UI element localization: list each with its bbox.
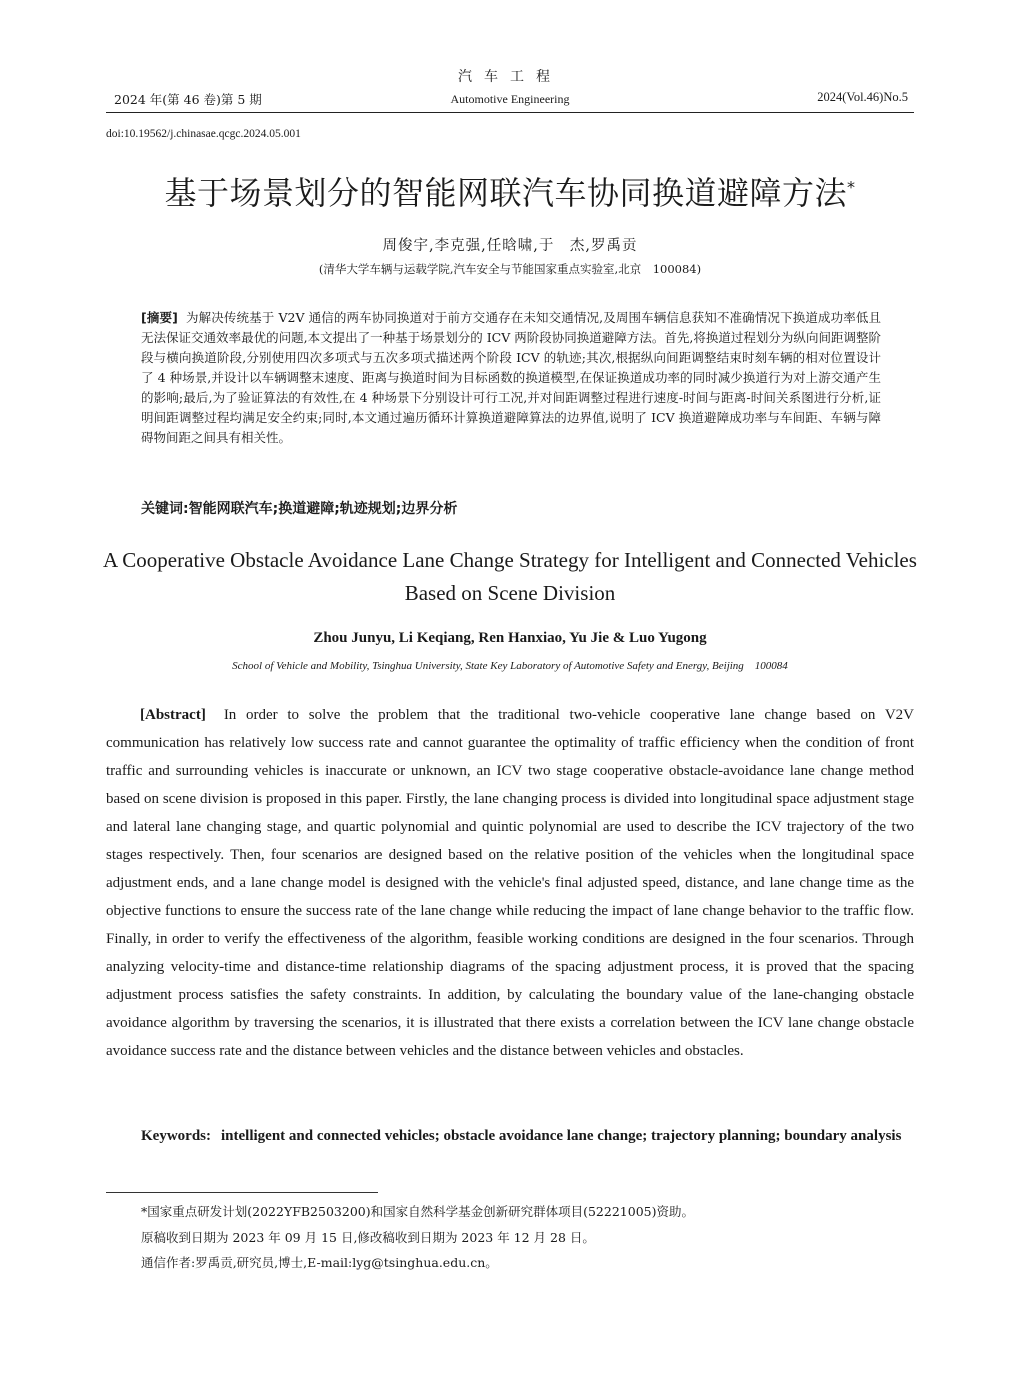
running-header	[106, 88, 914, 113]
abstract-en-text: In order to solve the problem that the traditional two-vehicle cooperative lane change based on V2V communication has relatively low success rate and cannot guarantee the optimality of traffic efficiency when the condition of front traffic and surrounding vehicles is inaccurate or unknown, an ICV two stage cooperative obstacle-avoidance lane change method based on scene division is proposed in this paper. Firstly, the lane changing process is divided into longitudinal space adjustment stage and lateral lane changing stage, and quartic polynomial and quintic polynomial are used to describe the ICV trajectory of the two stages respectively. Then, four scenarios are designed based on the relative position of the vehicles when the longitudinal space adjustment ends, and a lane change model is designed with the vehicle's final adjusted speed, distance, and lane change time as the objective functions to ensure the success rate of the lane change while reducing the impact of lane change behavior to the traffic flow. Finally, in order to verify the effectiveness of the algorithm, feasible working conditions are designed in the four scenarios. Through analyzing velocity-time and distance-time relationship diagrams of the spacing adjustment process, it is proved that the spacing adjustment process satisfies the safety constraints. In addition, by calculating the boundary value of the lane-changing obstacle avoidance algorithm by traversing the scenarios, it is illustrated that there exists a correlation between the ICV lane change obstacle avoidance success rate and the distance between vehicles and the distance between vehicles and obstacles.	[106, 707, 914, 1059]
footnote-fund: *国家重点研发计划(2022YFB2503200)和国家自然科学基金创新研究群体项目(52221005)资助。	[141, 1204, 694, 1219]
journal-name-cn: 汽车工程	[458, 69, 562, 85]
abstract-cn	[141, 308, 881, 448]
title-footnote-mark: *	[847, 177, 856, 197]
issue-en: 2024(Vol.46)No.5	[817, 90, 908, 104]
keywords-en	[141, 1122, 914, 1150]
footnote-received: 原稿收到日期为 2023 年 09 月 15 日,修改稿收到日期为 2023 年 12 月 28 日。	[141, 1230, 595, 1245]
affiliation-en: School of Vehicle and Mobility, Tsinghua University, State Key Laboratory of Automotive Safety and Energy, Beijing 100084	[232, 660, 788, 672]
keywords-en-text: intelligent and connected vehicles; obstacle avoidance lane change; trajectory planning; boundary analysis	[221, 1128, 902, 1144]
keywords-cn-label: 关键词:	[141, 501, 189, 517]
footnote-divider	[106, 1192, 378, 1193]
title-en: A Cooperative Obstacle Avoidance Lane Change Strategy for Intelligent and Connected Vehicles Based on Scene Division	[103, 548, 917, 605]
keywords-cn-text: 智能网联汽车;换道避障;轨迹规划;边界分析	[188, 501, 458, 517]
keywords-cn	[141, 498, 881, 518]
abstract-en	[106, 701, 914, 1065]
title-cn-text: 基于场景划分的智能网联汽车协同换道避障方法	[164, 174, 847, 212]
journal-name-en: Automotive Engineering	[450, 92, 570, 106]
issue-cn: 2024 年(第 46 卷)第 5 期	[114, 92, 262, 107]
title-cn	[0, 168, 1020, 214]
footnote-corresponding-author: 通信作者:罗禹贡,研究员,博士,E-mail:lyg@tsinghua.edu.cn。	[141, 1255, 498, 1270]
doi: doi:10.19562/j.chinasae.qcgc.2024.05.001	[106, 128, 301, 140]
keywords-en-label: Keywords:	[141, 1128, 211, 1144]
authors-en: Zhou Junyu, Li Keqiang, Ren Hanxiao, Yu Jie & Luo Yugong	[313, 630, 707, 646]
authors-cn: 周俊宇,李克强,任晗啸,于 杰,罗禹贡	[382, 238, 638, 254]
abstract-en-label: [Abstract]	[140, 707, 206, 723]
abstract-cn-label: [摘要]	[141, 310, 178, 325]
affiliation-cn: (清华大学车辆与运载学院,汽车安全与节能国家重点实验室,北京 100084)	[318, 262, 702, 276]
abstract-cn-text: 为解决传统基于 V2V 通信的两车协同换道对于前方交通存在未知交通情况,及周围车辆信息获知不准确情况下换道成功率低且无法保证交通效率最优的问题,本文提出了一种基于场景划分的 ICV 两阶段协同换道避障方法。首先,将换道过程划分为纵向间距调整阶段与横向换道阶段,分别使用四次多项式与五次多项式描述两个阶段 ICV 的轨迹;其次,根据纵向间距调整结束时刻车辆的相对位置设计了 4 种场景,并设计以车辆调整末速度、距离与换道时间为目标函数的换道模型,在保证换道成功率的同时减少换道行为对上游交通产生的影响;最后,为了验证算法的有效性,在 4 种场景下分别设计可行工况,并对间距调整过程进行速度-时间与距离-时间关系图进行分析,证明间距调整过程均满足安全约束;同时,本文通过遍历循环计算换道避障算法的边界值,说明了 ICV 换道避障成功率与车间距、车辆与障碍物间距之间具有相关性。	[141, 310, 881, 445]
